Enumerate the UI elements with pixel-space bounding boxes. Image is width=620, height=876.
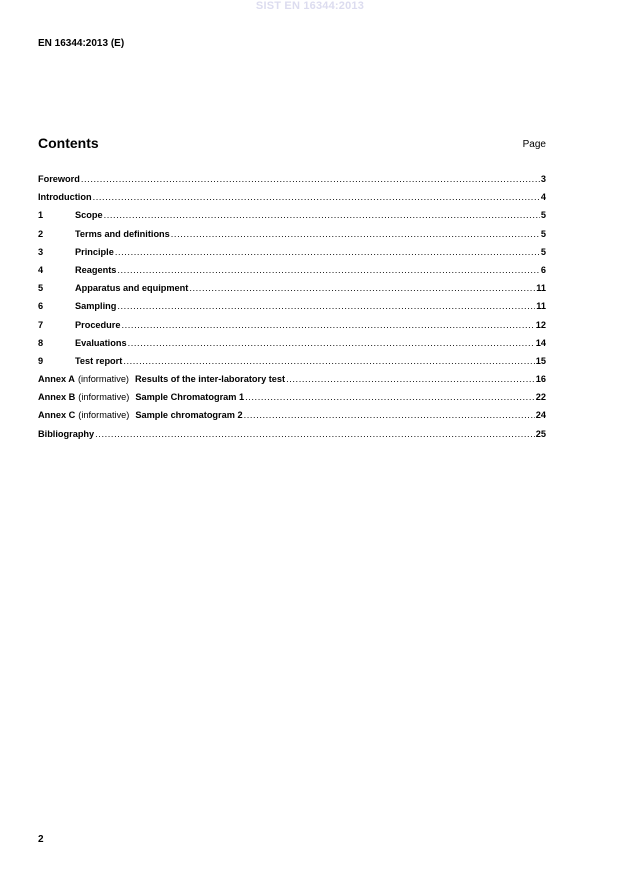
toc-annex-type: (informative) xyxy=(78,410,130,421)
toc-leader-dots xyxy=(244,410,535,420)
toc-entry-title: Scope xyxy=(75,210,103,221)
toc-page-number: 14 xyxy=(535,337,546,348)
toc-entry[interactable] xyxy=(38,410,546,428)
toc-annex-type: (informative) xyxy=(77,374,129,385)
toc-page-number: 11 xyxy=(536,301,546,312)
toc-page-number: 12 xyxy=(535,319,546,330)
toc-entry-title: Sample Chromatogram 1 xyxy=(135,392,245,403)
toc-entry-title: Results of the inter-laboratory test xyxy=(135,374,286,385)
toc-entry[interactable] xyxy=(38,338,546,356)
toc-leader-dots xyxy=(123,356,534,366)
toc-clause-number: 1 xyxy=(38,210,44,221)
standard-header: EN 16344:2013 (E) xyxy=(38,38,125,49)
toc-leader-dots xyxy=(189,283,535,293)
toc-entry-title: Procedure xyxy=(75,319,121,330)
toc-leader-dots xyxy=(117,301,535,311)
toc-clause-number: 6 xyxy=(38,301,44,312)
toc-page-number: 6 xyxy=(540,264,546,275)
toc-annex-label: Annex B xyxy=(38,392,76,403)
toc-annex-type: (informative) xyxy=(78,392,130,403)
toc-entry-title: Test report xyxy=(75,355,123,366)
toc-page-number: 11 xyxy=(536,283,546,294)
toc-entry[interactable] xyxy=(38,356,546,374)
toc-page-number: 5 xyxy=(540,246,546,257)
toc-entry[interactable] xyxy=(38,192,546,210)
toc-clause-number: 8 xyxy=(38,337,44,348)
toc-clause-number: 5 xyxy=(38,283,44,294)
table-of-contents xyxy=(38,174,546,447)
toc-entry-title: Bibliography xyxy=(38,428,95,439)
toc-leader-dots xyxy=(104,210,540,220)
toc-entry[interactable] xyxy=(38,265,546,283)
toc-entry-title: Sampling xyxy=(75,301,117,312)
toc-page-number: 24 xyxy=(535,410,546,421)
toc-page-number: 16 xyxy=(535,374,546,385)
toc-entry-title: Foreword xyxy=(38,174,80,184)
toc-entry-title: Introduction xyxy=(38,192,92,203)
toc-entry[interactable] xyxy=(38,229,546,247)
toc-leader-dots xyxy=(93,192,540,202)
toc-entry[interactable] xyxy=(38,320,546,338)
page-number: 2 xyxy=(38,834,44,845)
toc-entry-title: Reagents xyxy=(75,264,117,275)
toc-entry[interactable] xyxy=(38,301,546,319)
toc-leader-dots xyxy=(171,229,540,239)
toc-clause-number: 4 xyxy=(38,264,44,275)
toc-leader-dots xyxy=(121,320,534,330)
toc-entry[interactable] xyxy=(38,247,546,265)
toc-page-number: 15 xyxy=(535,355,546,366)
toc-entry[interactable] xyxy=(38,374,546,392)
toc-clause-number: 2 xyxy=(38,228,44,239)
toc-entry-title: Sample chromatogram 2 xyxy=(135,410,243,421)
toc-clause-number: 7 xyxy=(38,319,44,330)
toc-entry-title: Terms and definitions xyxy=(75,228,170,239)
toc-entry-title: Apparatus and equipment xyxy=(75,283,189,294)
toc-page-number: 4 xyxy=(540,192,546,203)
toc-leader-dots xyxy=(81,174,540,184)
toc-page-number: 3 xyxy=(540,174,546,184)
toc-leader-dots xyxy=(286,374,535,384)
contents-title: Contents xyxy=(38,135,99,151)
toc-entry[interactable] xyxy=(38,429,546,447)
toc-leader-dots xyxy=(128,338,535,348)
toc-clause-number: 3 xyxy=(38,246,44,257)
toc-entry[interactable] xyxy=(38,392,546,410)
toc-page-number: 5 xyxy=(540,210,546,221)
toc-entry[interactable] xyxy=(38,174,546,192)
toc-entry-title: Principle xyxy=(75,246,114,257)
toc-entry[interactable] xyxy=(38,210,546,228)
toc-leader-dots xyxy=(115,247,540,257)
toc-annex-label: Annex C xyxy=(38,410,76,421)
page-column-label: Page xyxy=(522,139,546,150)
toc-clause-number: 9 xyxy=(38,355,44,366)
toc-page-number: 25 xyxy=(535,428,546,439)
toc-page-number: 22 xyxy=(535,392,546,403)
toc-entry[interactable] xyxy=(38,283,546,301)
toc-entry-title: Evaluations xyxy=(75,337,127,348)
watermark: SIST EN 16344:2013 xyxy=(255,0,365,12)
toc-annex-label: Annex A xyxy=(38,374,75,385)
toc-leader-dots xyxy=(245,392,535,402)
toc-leader-dots xyxy=(117,265,540,275)
toc-leader-dots xyxy=(95,429,535,439)
toc-page-number: 5 xyxy=(540,228,546,239)
